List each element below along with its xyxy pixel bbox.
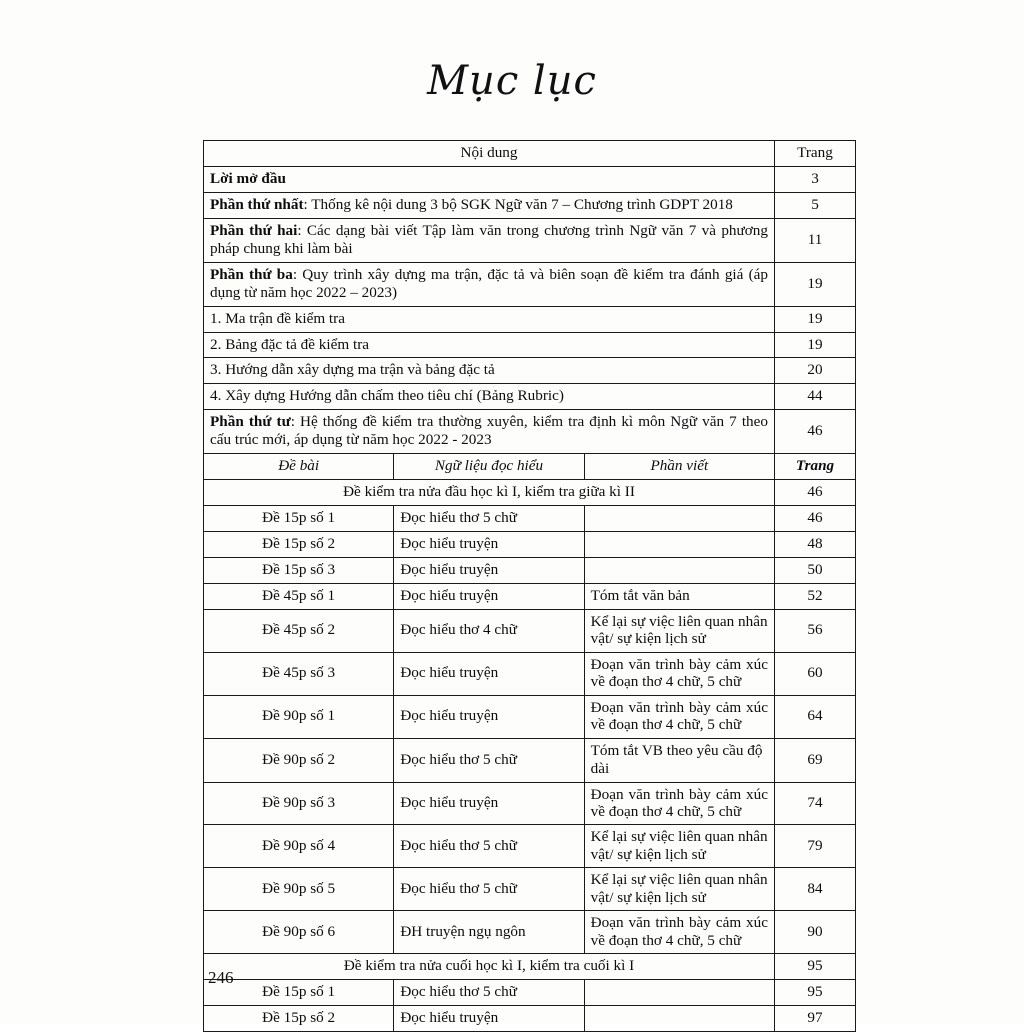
- header-cell-page: Trang: [775, 141, 856, 167]
- table-row: [204, 980, 856, 1006]
- section-band-label: Đề kiểm tra nửa cuối học kì I, kiểm tra cuối kì I: [204, 954, 775, 980]
- table-row: [204, 532, 856, 558]
- section-band-row: [204, 480, 856, 506]
- toc-entry-label: Lời mở đầu: [204, 166, 775, 192]
- toc-entry-label: 2. Bảng đặc tả đề kiểm tra: [204, 332, 775, 358]
- cell-ngu-lieu: Đọc hiểu truyện: [394, 532, 584, 558]
- cell-trang: 52: [775, 583, 856, 609]
- toc-entry-page: 19: [775, 306, 856, 332]
- section-band-label: Đề kiểm tra nửa đầu học kì I, kiểm tra giữa kì II: [204, 480, 775, 506]
- cell-phan-viet: Tóm tắt văn bản: [584, 583, 774, 609]
- cell-ngu-lieu: Đọc hiểu truyện: [394, 652, 584, 695]
- cell-de-bai: Đề 90p số 1: [204, 695, 394, 738]
- toc-entry-label: Phần thứ tư: Hệ thống đề kiểm tra thường xuyên, kiểm tra định kì môn Ngữ văn 7 theo cấu trúc mới, áp dụng từ năm học 2022 - 2023: [204, 410, 775, 454]
- cell-phan-viet: Kể lại sự việc liên quan nhân vật/ sự kiện lịch sử: [584, 609, 774, 652]
- cell-trang: 64: [775, 695, 856, 738]
- table-of-contents: [203, 140, 835, 1032]
- table-row: [204, 738, 856, 782]
- cell-ngu-lieu: Đọc hiểu truyện: [394, 695, 584, 738]
- table-row: [204, 583, 856, 609]
- toc-entry-page: 19: [775, 332, 856, 358]
- cell-ngu-lieu: Đọc hiểu thơ 5 chữ: [394, 980, 584, 1006]
- table-row: [204, 358, 856, 384]
- cell-de-bai: Đề 15p số 1: [204, 506, 394, 532]
- cell-phan-viet: Kể lại sự việc liên quan nhân vật/ sự kiện lịch sử: [584, 868, 774, 911]
- cell-de-bai: Đề 45p số 2: [204, 609, 394, 652]
- cell-phan-viet: Đoạn văn trình bày cảm xúc về đoạn thơ 4 chữ, 5 chữ: [584, 695, 774, 738]
- cell-trang: 60: [775, 652, 856, 695]
- subheader-cell-trang: Trang: [775, 454, 856, 480]
- toc-entry-label: 3. Hướng dẫn xây dựng ma trận và bảng đặc tả: [204, 358, 775, 384]
- toc-entry-page: 46: [775, 410, 856, 454]
- table-row: [204, 1006, 856, 1032]
- toc-entry-page: 3: [775, 166, 856, 192]
- cell-phan-viet: Đoạn văn trình bày cảm xúc về đoạn thơ 4 chữ, 5 chữ: [584, 652, 774, 695]
- table-header-row: [204, 141, 856, 167]
- cell-de-bai: Đề 15p số 3: [204, 557, 394, 583]
- table-row: [204, 506, 856, 532]
- cell-ngu-lieu: Đọc hiểu truyện: [394, 583, 584, 609]
- toc-entry-label: Phần thứ nhất: Thống kê nội dung 3 bộ SGK Ngữ văn 7 – Chương trình GDPT 2018: [204, 192, 775, 218]
- header-cell-content: Nội dung: [204, 141, 775, 167]
- cell-phan-viet: [584, 980, 774, 1006]
- cell-trang: 56: [775, 609, 856, 652]
- toc-entry-page: 19: [775, 262, 856, 306]
- cell-ngu-lieu: Đọc hiểu thơ 5 chữ: [394, 825, 584, 868]
- cell-trang: 84: [775, 868, 856, 911]
- cell-trang: 79: [775, 825, 856, 868]
- cell-de-bai: Đề 90p số 5: [204, 868, 394, 911]
- table-row: [204, 868, 856, 911]
- cell-de-bai: Đề 15p số 2: [204, 532, 394, 558]
- table-row: [204, 911, 856, 954]
- toc-table: [203, 140, 856, 1032]
- cell-de-bai: Đề 45p số 1: [204, 583, 394, 609]
- page-folio: 246: [208, 968, 234, 987]
- cell-de-bai: Đề 15p số 2: [204, 1006, 394, 1032]
- toc-entry-page: 11: [775, 218, 856, 262]
- cell-trang: 69: [775, 738, 856, 782]
- cell-de-bai: Đề 45p số 3: [204, 652, 394, 695]
- section-band-row: [204, 954, 856, 980]
- table-row: [204, 825, 856, 868]
- section-band-page: 95: [775, 954, 856, 980]
- table-row: [204, 652, 856, 695]
- table-row: [204, 192, 856, 218]
- cell-trang: 95: [775, 980, 856, 1006]
- cell-trang: 74: [775, 782, 856, 825]
- page-title: Mục lục: [427, 58, 597, 104]
- cell-trang: 50: [775, 557, 856, 583]
- cell-trang: 90: [775, 911, 856, 954]
- subheader-cell-de-bai: Đề bài: [204, 454, 394, 480]
- cell-de-bai: Đề 90p số 6: [204, 911, 394, 954]
- cell-de-bai: Đề 90p số 4: [204, 825, 394, 868]
- cell-trang: 46: [775, 506, 856, 532]
- cell-phan-viet: [584, 557, 774, 583]
- cell-de-bai: Đề 15p số 1: [204, 980, 394, 1006]
- toc-entry-label: 4. Xây dựng Hướng dẫn chấm theo tiêu chí (Bảng Rubric): [204, 384, 775, 410]
- subheader-cell-ngu-lieu: Ngữ liệu đọc hiểu: [394, 454, 584, 480]
- cell-ngu-lieu: Đọc hiểu thơ 5 chữ: [394, 738, 584, 782]
- cell-phan-viet: [584, 1006, 774, 1032]
- toc-entry-label: Phần thứ ba: Quy trình xây dựng ma trận, đặc tả và biên soạn đề kiểm tra đánh giá (áp dụng từ năm học 2022 – 2023): [204, 262, 775, 306]
- cell-ngu-lieu: Đọc hiểu thơ 5 chữ: [394, 868, 584, 911]
- subheader-cell-phan-viet: Phần viết: [584, 454, 774, 480]
- cell-phan-viet: Đoạn văn trình bày cảm xúc về đoạn thơ 4 chữ, 5 chữ: [584, 911, 774, 954]
- cell-de-bai: Đề 90p số 2: [204, 738, 394, 782]
- table-row: [204, 384, 856, 410]
- cell-ngu-lieu: ĐH truyện ngụ ngôn: [394, 911, 584, 954]
- table-row: [204, 557, 856, 583]
- table-subheader-row: [204, 454, 856, 480]
- table-row: [204, 306, 856, 332]
- cell-ngu-lieu: Đọc hiểu thơ 4 chữ: [394, 609, 584, 652]
- section-band-page: 46: [775, 480, 856, 506]
- toc-entry-page: 44: [775, 384, 856, 410]
- cell-ngu-lieu: Đọc hiểu truyện: [394, 557, 584, 583]
- table-row: [204, 218, 856, 262]
- table-row: [204, 782, 856, 825]
- toc-entry-label: 1. Ma trận đề kiểm tra: [204, 306, 775, 332]
- cell-phan-viet: Đoạn văn trình bày cảm xúc về đoạn thơ 4 chữ, 5 chữ: [584, 782, 774, 825]
- cell-ngu-lieu: Đọc hiểu truyện: [394, 782, 584, 825]
- table-row: [204, 695, 856, 738]
- cell-phan-viet: [584, 506, 774, 532]
- cell-phan-viet: [584, 532, 774, 558]
- toc-entry-page: 20: [775, 358, 856, 384]
- cell-ngu-lieu: Đọc hiểu truyện: [394, 1006, 584, 1032]
- toc-entry-label: Phần thứ hai: Các dạng bài viết Tập làm văn trong chương trình Ngữ văn 7 và phương pháp chung khi làm bài: [204, 218, 775, 262]
- cell-trang: 97: [775, 1006, 856, 1032]
- table-row: [204, 609, 856, 652]
- toc-entry-page: 5: [775, 192, 856, 218]
- cell-trang: 48: [775, 532, 856, 558]
- cell-phan-viet: Tóm tắt VB theo yêu cầu độ dài: [584, 738, 774, 782]
- cell-ngu-lieu: Đọc hiểu thơ 5 chữ: [394, 506, 584, 532]
- cell-de-bai: Đề 90p số 3: [204, 782, 394, 825]
- table-row: [204, 262, 856, 306]
- table-row: [204, 166, 856, 192]
- cell-phan-viet: Kể lại sự việc liên quan nhân vật/ sự kiện lịch sử: [584, 825, 774, 868]
- table-row: [204, 332, 856, 358]
- table-row: [204, 410, 856, 454]
